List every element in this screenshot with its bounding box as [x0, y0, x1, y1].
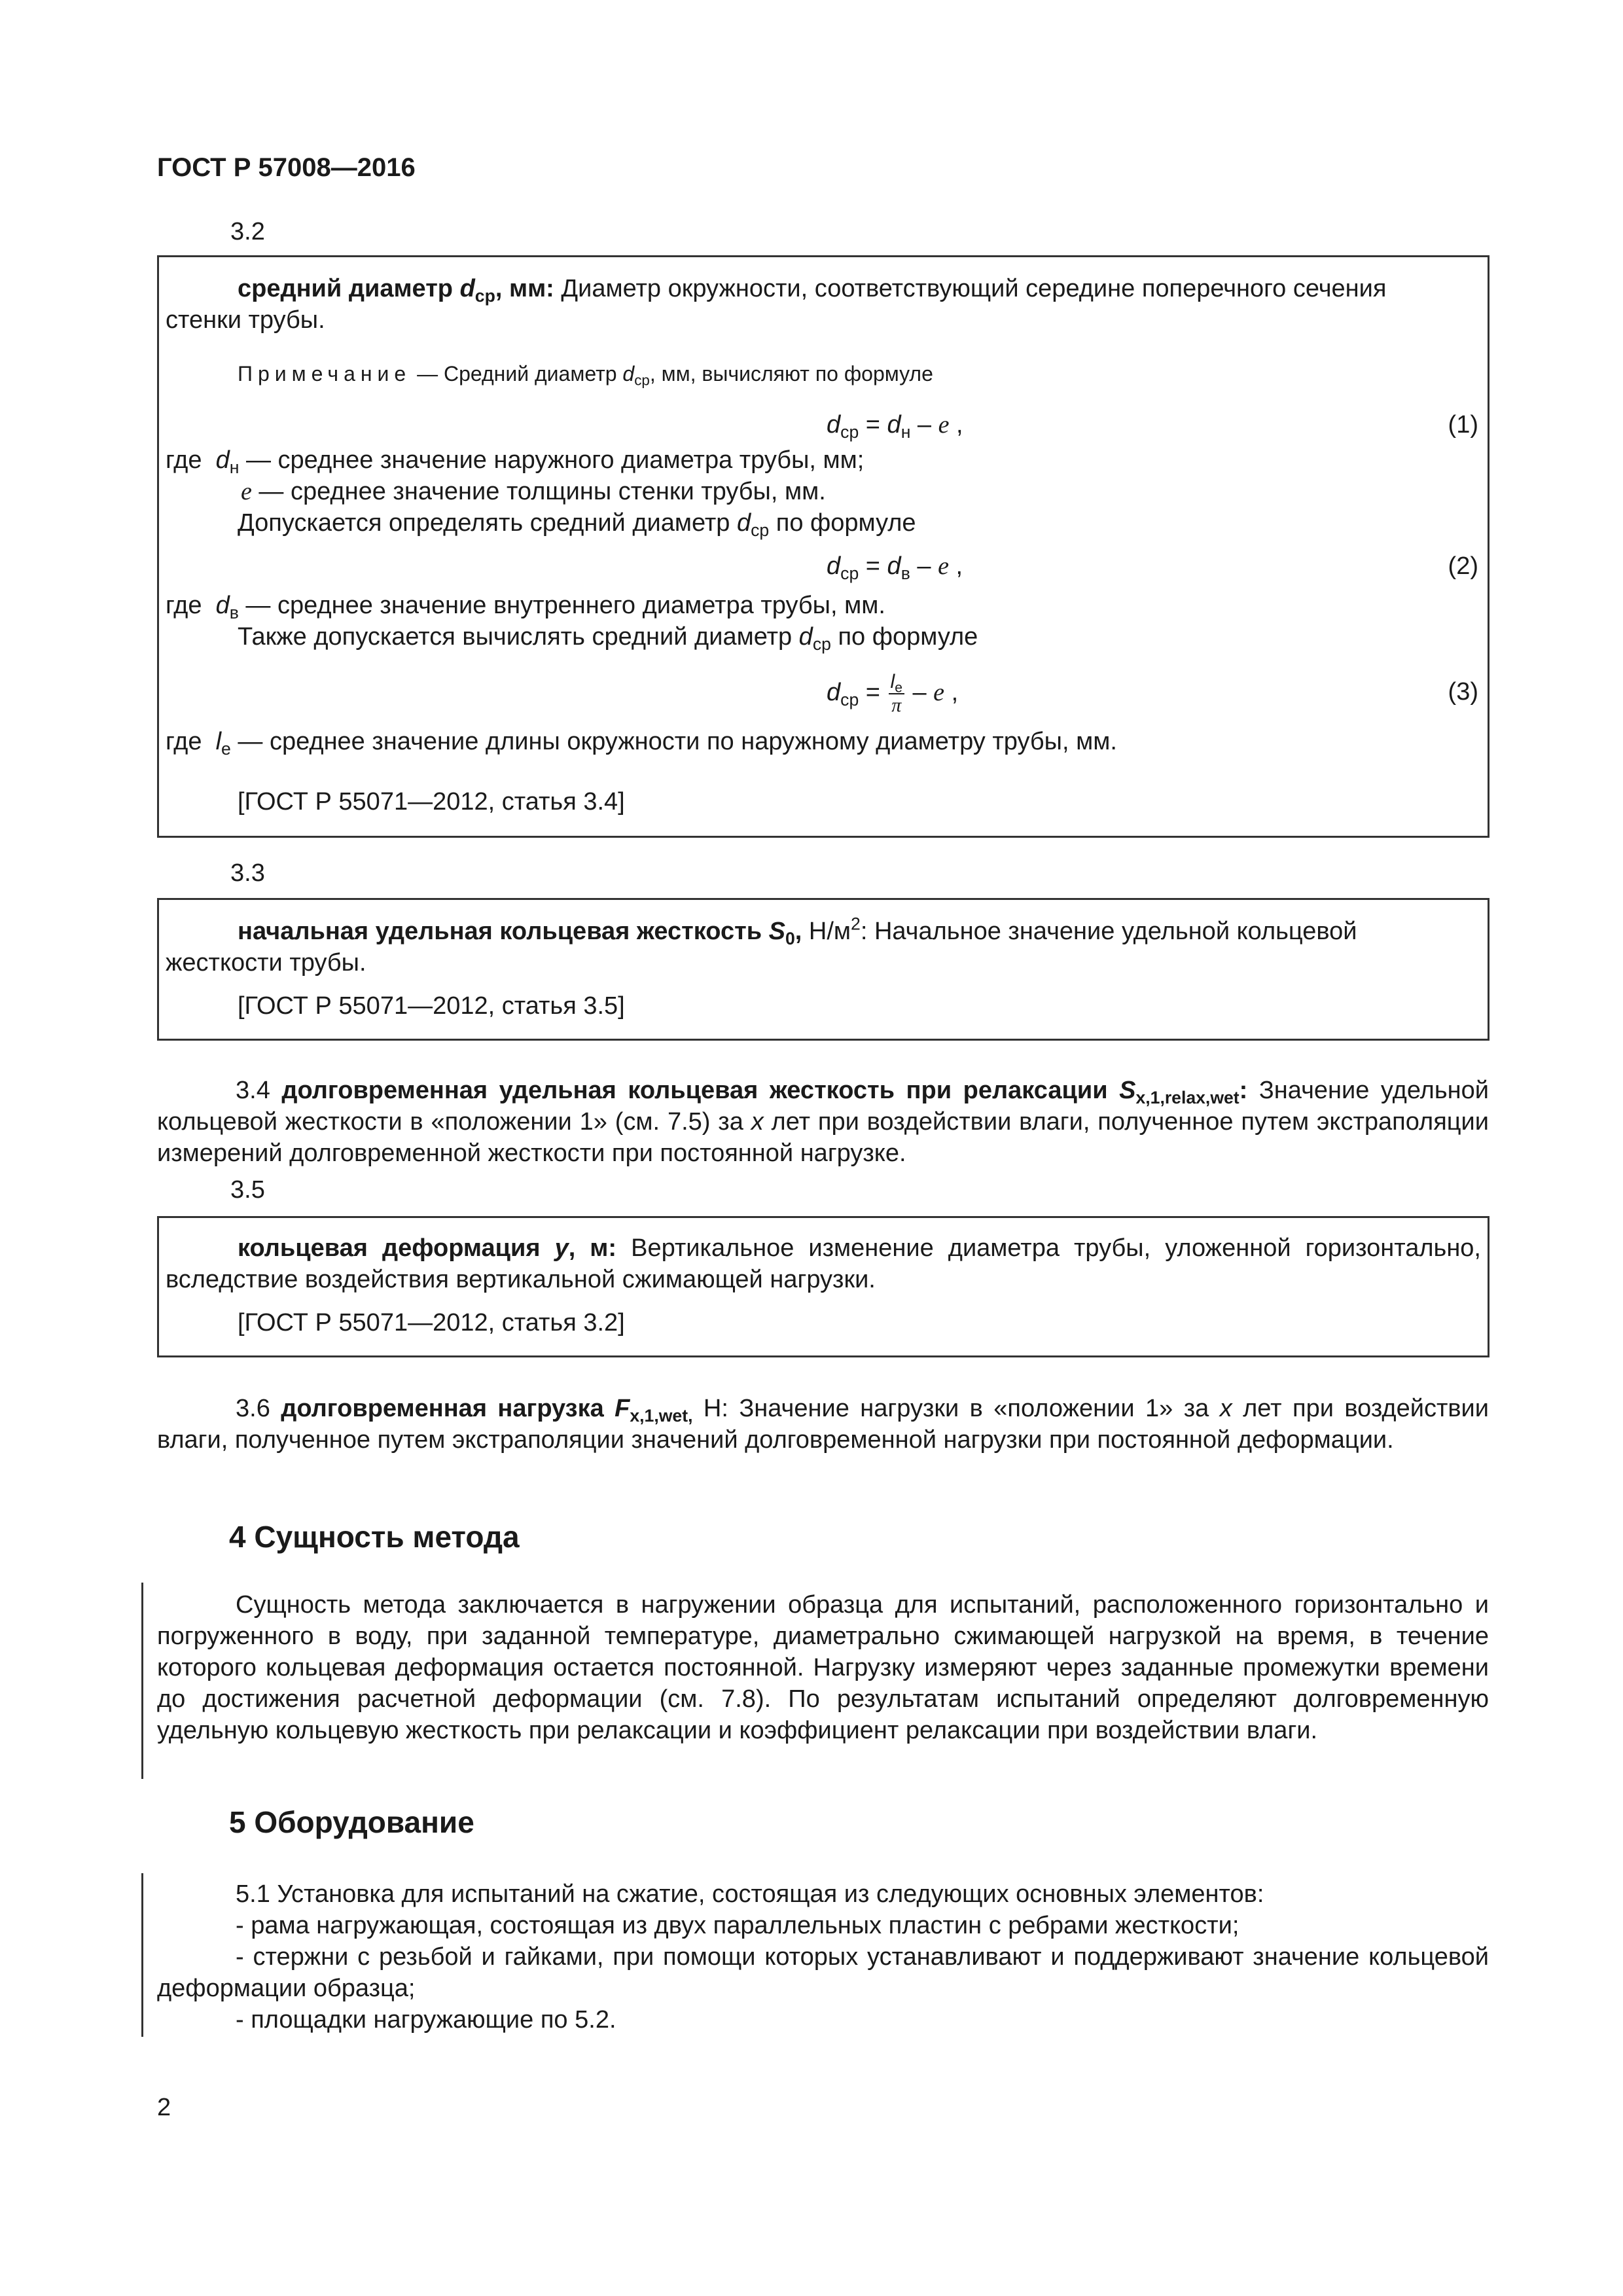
clause-3-6: 3.6 долговременная нагрузка $F_{x,1,wet,}$ Н: Значение нагрузки в «положении 1» за x лет при воздействии влаги, полученное путем экстраполяции значений долговременной нагрузки при постоянной деформации.: [157, 1395, 1489, 1454]
allow-1: Допускается определять средний диаметр $d_{ср}$ по формуле: [238, 509, 916, 540]
where-1: где $d_н$ — среднее значение наружного диаметра трубы, мм;: [166, 446, 865, 477]
section-5-item-1: 5.1 Установка для испытаний на сжатие, состоящая из следующих основных элементов:: [236, 1880, 1264, 1908]
page-number: 2: [157, 2094, 171, 2121]
section-5-item-4: - площадки нагружающие по 5.2.: [236, 2006, 616, 2034]
definition-box-3-5: [157, 1216, 1489, 1357]
where-4: где $l_e$ — среднее значение длины окружности по наружному диаметру трубы, мм.: [166, 728, 1117, 759]
definition-3-3-line1: начальная удельная кольцевая жесткость $S_0$, $Н/м^2$: Начальное значение удельной кольцевой: [238, 914, 1357, 948]
definition-3-5: кольцевая деформация y, м: Вертикальное изменение диаметра трубы, уложенной горизонтально, вследствие воздействия вертикальной сжимающей нагрузки.: [166, 1234, 1481, 1293]
clause-number-3-3: 3.3: [230, 859, 265, 887]
section-5-item-2: - рама нагружающая, состоящая из двух параллельных пластин с ребрами жесткости;: [236, 1912, 1240, 1939]
allow-2: Также допускается вычислять средний диаметр $d_{ср}$ по формуле: [238, 623, 978, 654]
definition-box-3-3: [157, 898, 1489, 1041]
formula-3-number: (3): [1448, 678, 1478, 706]
section-4-heading: 4 Сущность метода: [229, 1520, 520, 1554]
section-5-heading: 5 Оборудование: [229, 1805, 474, 1839]
definition-3-3-line2: жесткости трубы.: [166, 949, 366, 977]
clause-3-4: 3.4 долговременная удельная кольцевая жесткость при релаксации $S_{x,1,relax,wet}$: Значение удельной кольцевой жесткости в «положении 1» (см. 7.5) за x лет при воздействии влаги, полученное путем экстраполяции измерений долговременной жесткости при постоянной нагрузке.: [157, 1077, 1489, 1167]
definition-box-3-2: [157, 255, 1489, 838]
formula-3: $d_{ср}$ = $\frac{l_e}{\pi}$ – e ,: [827, 671, 959, 716]
formula-1: $d_{ср} = d_н - e$ ,: [827, 411, 963, 442]
reference-3-3: [ГОСТ Р 55071—2012, статья 3.5]: [238, 992, 625, 1020]
fraction: $\frac{l_e}{\pi}$: [889, 671, 904, 717]
reference-3-2: [ГОСТ Р 55071—2012, статья 3.4]: [238, 788, 625, 816]
formula-2-number: (2): [1448, 552, 1478, 580]
section-5-item-3: - стержни с резьбой и гайками, при помощи которых устанавливают и поддерживают значение кольцевой деформации образца;: [157, 1943, 1489, 2002]
note-3-2: Примечание — Средний диаметр $d_{ср}$, мм, вычисляют по формуле: [238, 362, 933, 389]
reference-3-5: [ГОСТ Р 55071—2012, статья 3.2]: [238, 1309, 625, 1336]
clause-number-3-5: 3.5: [230, 1176, 265, 1204]
where-3: где $d_в$ — среднее значение внутреннего диаметра трубы, мм.: [166, 592, 885, 622]
document-header: ГОСТ Р 57008—2016: [157, 153, 416, 182]
formula-1-number: (1): [1448, 411, 1478, 439]
clause-number-3-2: 3.2: [230, 218, 265, 245]
where-2: e — среднее значение толщины стенки трубы, мм.: [241, 478, 826, 505]
definition-3-2-line1: средний диаметр $d_{ср}$, мм: Диаметр окружности, соответствующий середине поперечного сечения: [238, 275, 1387, 306]
revision-bar: [141, 1583, 143, 1779]
section-4-text: Сущность метода заключается в нагружении образца для испытаний, расположенного горизонтально и погруженного в воду, при заданной температуре, диаметрально сжимающей нагрузкой на время, в течение которого кольцевая деформация остается постоянной. Нагрузку измеряют через заданные промежутки времени до достижения расчетной деформации (см. 7.8). По результатам испытаний определяют долговременную удельную кольцевую жесткость при релаксации и коэффициент релаксации при воздействии влаги.: [157, 1591, 1489, 1744]
revision-bar: [141, 1873, 143, 2037]
definition-3-2-line2: стенки трубы.: [166, 306, 325, 334]
formula-2: $d_{ср} = d_в - e$ ,: [827, 552, 963, 583]
